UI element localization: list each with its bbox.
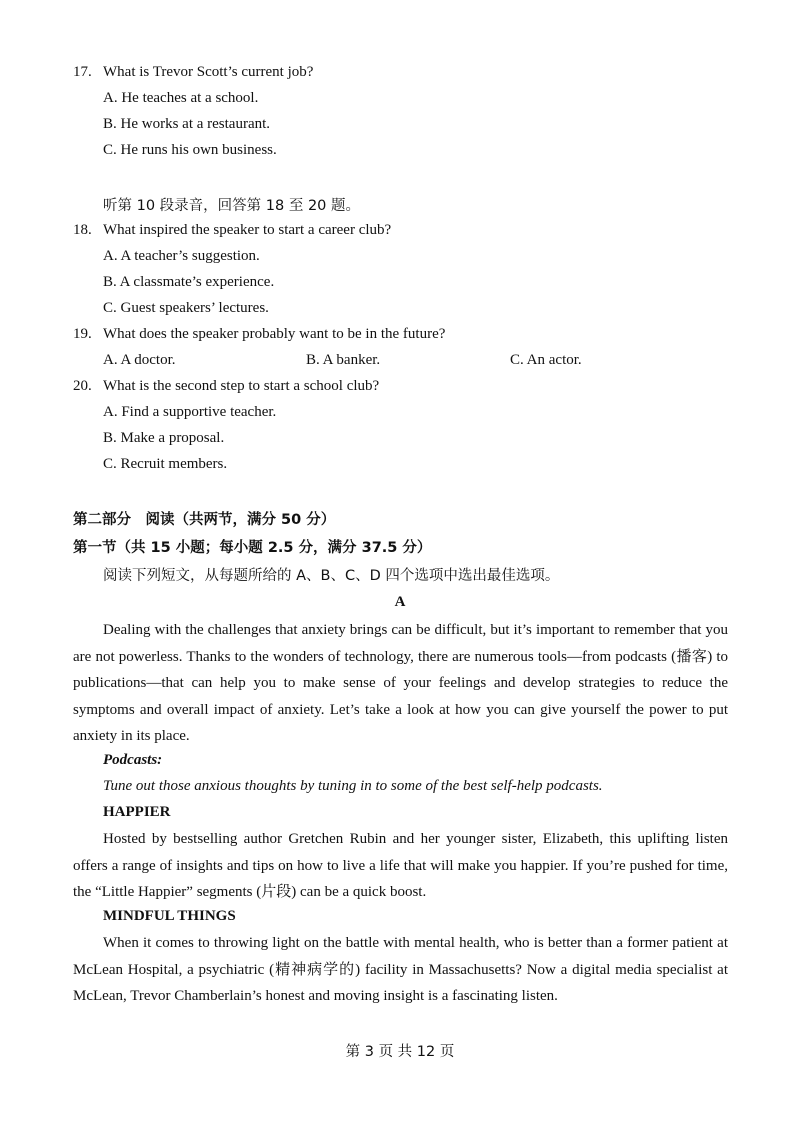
podcasts-subtitle: Tune out those anxious thoughts by tuning in to some of the best self-help podcasts. xyxy=(103,778,603,794)
question-number: 20. xyxy=(73,378,92,394)
happier-heading: HAPPIER xyxy=(103,804,171,820)
podcasts-heading: Podcasts: xyxy=(103,752,163,768)
question-number: 17. xyxy=(73,64,92,80)
mindful-heading: MINDFUL THINGS xyxy=(103,908,236,924)
question-number: 18. xyxy=(73,222,92,238)
option-19a: A. A doctor. xyxy=(103,352,176,368)
option-17a: A. He teaches at a school. xyxy=(103,90,259,106)
question-text: What does the speaker probably want to be in the future? xyxy=(103,326,446,342)
page-footer: 第 3 页 共 12 页 xyxy=(345,1044,455,1060)
question-text: What inspired the speaker to start a career club? xyxy=(103,222,392,238)
option-19b: B. A banker. xyxy=(306,352,381,368)
listening-instruction: 听第 10 段录音，回答第 18 至 20 题。 xyxy=(103,198,361,214)
question-text: What is the second step to start a school club? xyxy=(103,378,380,394)
question-20 xyxy=(73,378,379,395)
question-19 xyxy=(73,326,445,343)
question-18 xyxy=(73,222,391,239)
section-one-instruction: 阅读下列短文，从每题所给的 A、B、C、D 四个选项中选出最佳选项。 xyxy=(103,568,560,584)
part-two-title: 第二部分 阅读（共两节，满分 50 分） xyxy=(73,512,336,528)
option-20a: A. Find a supportive teacher. xyxy=(103,404,277,420)
option-17b: B. He works at a restaurant. xyxy=(103,116,271,132)
mindful-text: When it comes to throwing light on the battle with mental health, who is better than a former patient at McLean Hospital, a psychiatric (精神病学的) facility in Massachusetts? Now a digital media specialist at McLean, Trevor Chamberlain’s honest and moving insight is a fascinating listen. xyxy=(73,935,728,1004)
option-19c: C. An actor. xyxy=(510,352,582,368)
passage-label: A xyxy=(394,594,406,610)
option-20b: B. Make a proposal. xyxy=(103,430,225,446)
question-number: 19. xyxy=(73,326,92,342)
question-text: What is Trevor Scott’s current job? xyxy=(103,64,314,80)
passage-intro: Dealing with the challenges that anxiety brings can be difficult, but it’s important to remember that you are not powerless. Thanks to the wonders of technology, there are numerous tools—from podcasts (播客) to publications—that can help you to make sense of your feelings and develop strategies to reduce the symptoms and overall impact of anxiety. Let’s take a look at how you can give yourself the power to put anxiety in its place. xyxy=(73,622,728,744)
question-17 xyxy=(73,64,313,81)
happier-text: Hosted by bestselling author Gretchen Rubin and her younger sister, Elizabeth, this uplifting listen offers a range of insights and tips on how to live a life that will make you happier. If you’re pushed for time, the “Little Happier” segments (片段) can be a quick boost. xyxy=(73,831,728,900)
option-17c: C. He runs his own business. xyxy=(103,142,277,158)
option-18c: C. Guest speakers’ lectures. xyxy=(103,300,269,316)
option-18a: A. A teacher’s suggestion. xyxy=(103,248,260,264)
option-18b: B. A classmate’s experience. xyxy=(103,274,275,290)
option-20c: C. Recruit members. xyxy=(103,456,228,472)
section-one-title: 第一节（共 15 小题；每小题 2.5 分，满分 37.5 分） xyxy=(73,540,432,556)
